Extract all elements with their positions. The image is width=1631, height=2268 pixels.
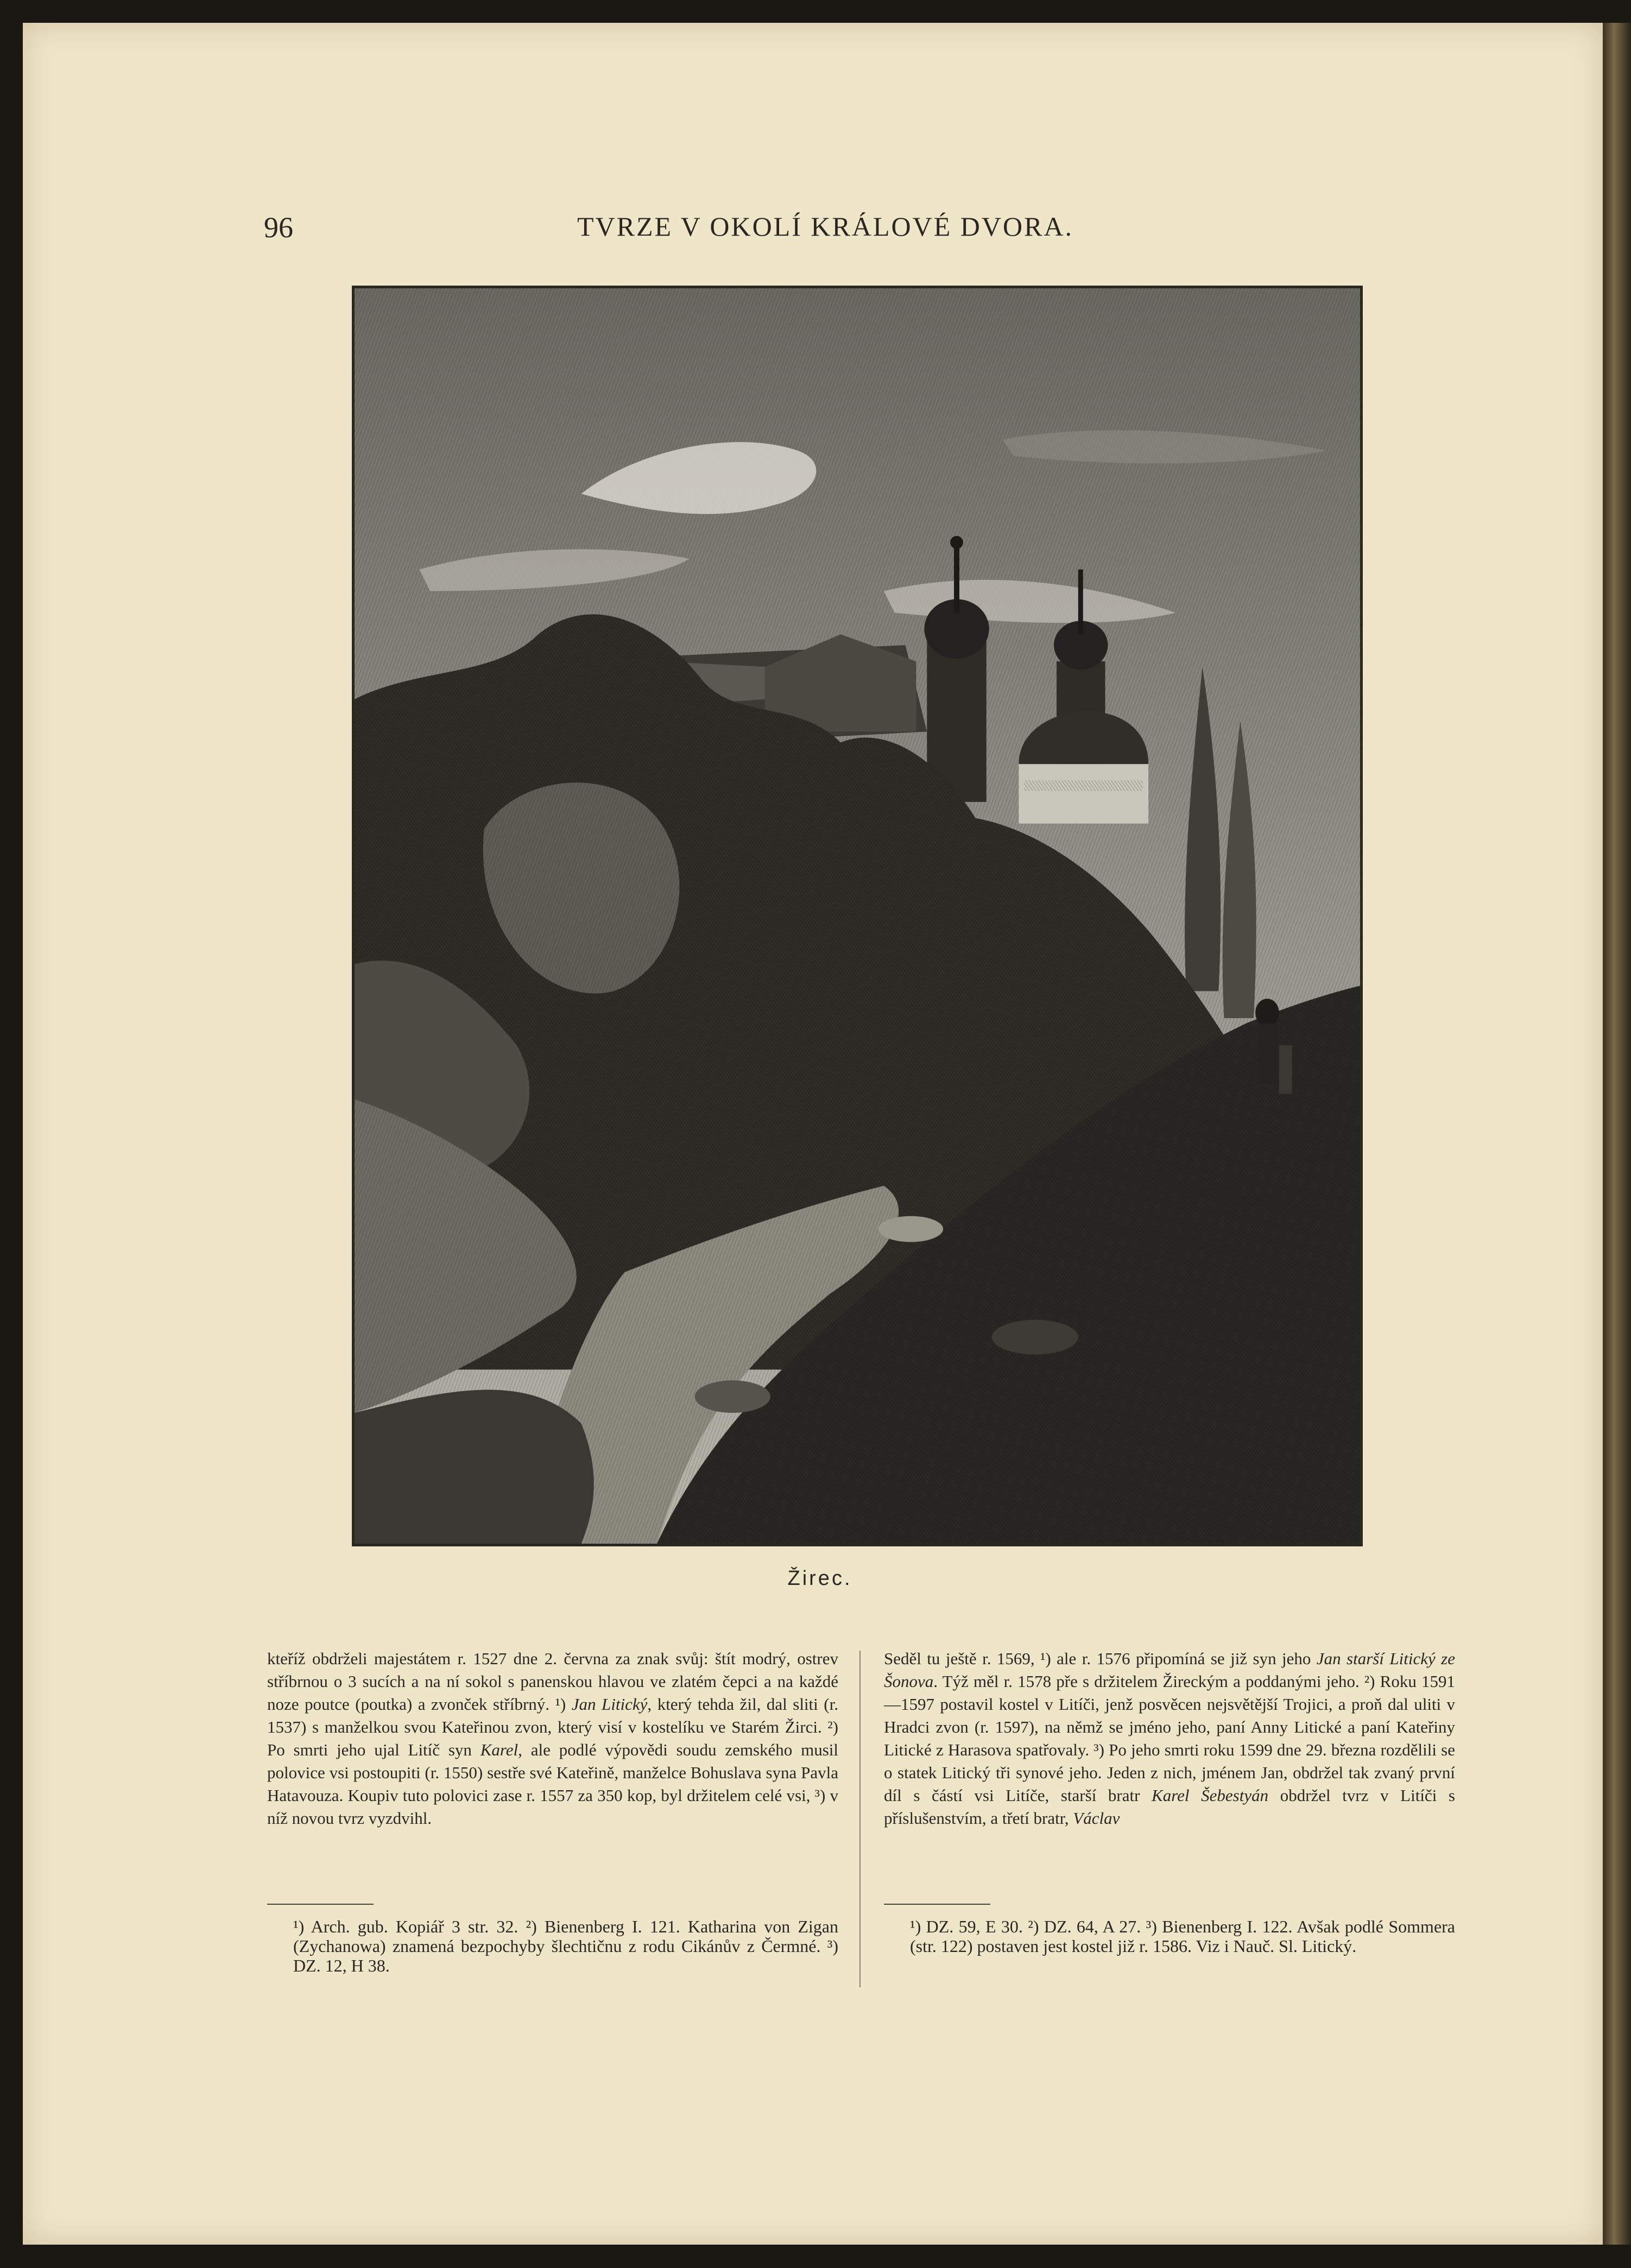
footnote-rule-left xyxy=(267,1904,374,1905)
column-divider xyxy=(859,1651,861,1987)
page-number: 96 xyxy=(264,211,293,244)
person-name: Jan starší Litický ze Šonova xyxy=(884,1649,1456,1691)
footnote-rule-right xyxy=(884,1904,990,1905)
text-run: , ale podlé výpovědi soudu zemského musil polovice vsi postoupiti (r. 1550) sestře své Kateřině, manželce Bohuslava syna Pavla Hatavouza. Koupiv tuto polovici zase r. 1557 za 350 kop, byl držitelem celé vsi, ³) v níž novou tvrz vyzdvihl. xyxy=(267,1740,838,1828)
text-run: obdržel tvrz v Litíči s příslušenstvím, a třetí bratr, xyxy=(884,1786,1455,1828)
page-edge xyxy=(1603,23,1631,2245)
paragraph xyxy=(267,1647,838,1830)
text-run: , který tehda žil, dal sliti (r. 1537) s manželkou svou Kateřinou zvon, který visí v kostelíku ve Starém Žirci. ²) Po smrti jeho ujal Litíč syn xyxy=(267,1695,838,1759)
engraving-illustration xyxy=(352,286,1363,1546)
person-name: Karel xyxy=(480,1740,519,1759)
running-title: TVRZE V OKOLÍ KRÁLOVÉ DVORA. xyxy=(577,211,1074,242)
text-column-left xyxy=(267,1647,838,1830)
text-run: . Týž měl r. 1578 pře s držitelem Žireckým a poddanými jeho. ²) Roku 1591—1597 postavil kostel v Litíči, jenž posvěcen nejsvětější Trojici, a proň dal uliti v Hradci zvon (r. 1597), na němž se jméno jeho, paní Anny Litické a paní Kateřiny Litické z Harasova spatřovaly. ³) Po jeho smrti roku 1599 dne 29. března rozdělili se o statek Litický tři synové jeho. Jeden z nich, jménem Jan, obdržel tak zvaný první díl s částí vsi Litíče, starší bratr xyxy=(884,1672,1455,1805)
text-run: kteříž obdrželi majestátem r. 1527 dne 2. června za znak svůj: štít modrý, ostrev stříbrnou o 3 sucích a na ní sokol s panenskou hlavou ve zlatém čepci a na každé noze poutce (poutka) a zvonček stříbrný. ¹) xyxy=(267,1649,838,1714)
castle-landscape-engraving xyxy=(355,288,1360,1544)
paragraph xyxy=(884,1647,1455,1830)
person-name: Jan Litický xyxy=(571,1695,648,1714)
text-run: Seděl tu ještě r. 1569, ¹) ale r. 1576 připomíná se již syn jeho xyxy=(884,1649,1317,1668)
illustration-caption: Žirec. xyxy=(787,1567,852,1590)
footnotes-right: ¹) DZ. 59, E 30. ²) DZ. 64, A 27. ³) Bienenberg I. 122. Avšak podlé Sommera (str. 122) postaven jest kostel již r. 1586. Viz i Nauč. Sl. Litický. xyxy=(910,1917,1455,1956)
footnotes-left: ¹) Arch. gub. Kopiář 3 str. 32. ²) Bienenberg I. 121. Katharina von Zigan (Zychanowa) znamená bezpochyby šlechtičnu z rodu Cikánův z Čermné. ³) DZ. 12, H 38. xyxy=(293,1917,838,1975)
person-name: Václav xyxy=(1073,1809,1120,1828)
person-name: Karel Šebestyán xyxy=(1152,1786,1269,1805)
text-column-right xyxy=(884,1647,1455,1830)
